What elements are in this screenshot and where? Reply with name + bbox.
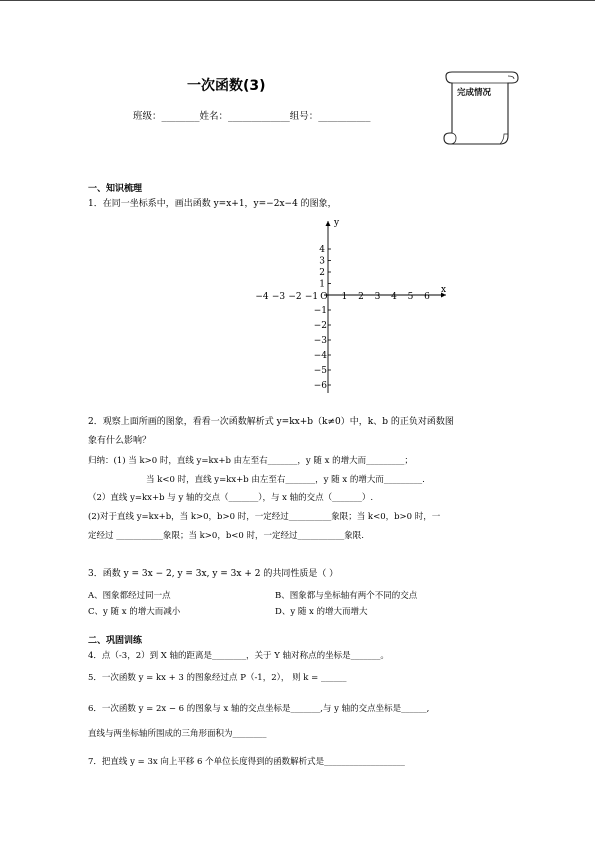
question-5: 5．一次函数 y = kx + 3 的图象经过点 P（-1，2）， 则 k = ______ — [88, 673, 347, 683]
x-tick-label: −2 — [288, 292, 302, 302]
coordinate-graph — [250, 215, 450, 395]
y-axis-label: y — [334, 218, 340, 228]
x-axis-label: x — [441, 285, 447, 295]
x-tick-label: −4 — [255, 292, 269, 302]
question-6-line-2: 直线与两坐标轴所围成的三角形面积为________ — [88, 729, 267, 739]
x-tick-label: 2 — [358, 292, 364, 302]
summary-line-1: 归纳：(1) 当 k>0 时，直线 y=kx+b 由左至右_______，y 随 x 的增大而_________； — [88, 456, 413, 466]
option-c: C、y 随 x 的增大而减小 — [88, 607, 181, 617]
summary-line-5: 定经过 ___________象限；当 k>0，b<0 时，一定经过___________象限. — [88, 531, 364, 541]
y-tick-label: −3 — [313, 336, 327, 346]
y-tick-label: 4 — [319, 245, 325, 255]
question-2-line-2: 象有什么影响？ — [88, 436, 152, 446]
y-axis-arrow-icon — [326, 221, 331, 226]
option-b: B、图象都与坐标轴有两个不同的交点 — [275, 591, 418, 601]
option-a: A、图象都经过同一点 — [88, 591, 171, 601]
y-tick-label: 3 — [319, 256, 325, 267]
x-tick-label: −1 — [304, 292, 319, 302]
y-tick-label: −2 — [313, 321, 327, 331]
summary-line-4: (2)对于直线 y=kx+b，当 k>0，b>0 时，一定经过__________象限；当 k<0，b>0 时，一 — [88, 512, 441, 522]
y-tick-label: −4 — [313, 351, 327, 361]
question-1: 1．在同一坐标系中，画出函数 y=x+1，y=−2x−4 的图象， — [88, 199, 337, 209]
top-border — [0, 0, 595, 1]
completion-badge: 完成情况 — [457, 88, 492, 98]
scroll-badge-icon — [438, 70, 524, 152]
student-info-line: 班级：________姓名：_____________组号：___________ — [133, 111, 371, 122]
section-heading-1: 一、知识梳理 — [88, 184, 143, 194]
x-tick-label: 5 — [407, 292, 414, 302]
x-tick-label: 3 — [374, 292, 381, 302]
section-heading-2: 二、巩固训练 — [88, 636, 143, 646]
x-tick-label: 6 — [424, 292, 430, 302]
x-tick-label: 1 — [341, 292, 348, 302]
y-tick-label: 2 — [319, 268, 325, 278]
question-2-line-1: 2．观察上面所画的图象，看看一次函数解析式 y=kx+b（k≠0）中，k、b 的正负对函数图 — [88, 417, 454, 427]
x-tick-label: O — [320, 292, 328, 302]
page-title: 一次函数(3) — [187, 78, 266, 94]
summary-line-3: （2）直线 y=kx+b 与 y 轴的交点（_______），与 x 轴的交点（_______）. — [88, 493, 374, 503]
y-tick-label: −6 — [313, 381, 327, 391]
question-3: 3．函数 y = 3x − 2, y = 3x, y = 3x + 2 的共同性质是（ ） — [88, 569, 339, 579]
x-tick-label: 4 — [391, 292, 397, 302]
question-4: 4．点（-3，2）到 X 轴的距离是________，关于 Y 轴对称点的坐标是_______。 — [88, 651, 389, 661]
y-tick-label: −5 — [313, 366, 327, 376]
summary-line-2: 当 k<0 时，直线 y=kx+b 由左至右_______，y 随 x 的增大而_________. — [146, 475, 425, 485]
question-6-line-1: 6．一次函数 y = 2x − 6 的图象与 x 轴的交点坐标是_______,与 y 轴的交点坐标是______, — [88, 704, 430, 714]
question-7: 7．把直线 y = 3x 向上平移 6 个单位长度得到的函数解析式是___________________ — [88, 757, 405, 767]
option-d: D、y 随 x 的增大而增大 — [275, 607, 368, 617]
x-tick-label: −3 — [271, 292, 286, 302]
y-tick-label: 1 — [319, 279, 325, 290]
y-tick-label: −1 — [313, 306, 327, 316]
